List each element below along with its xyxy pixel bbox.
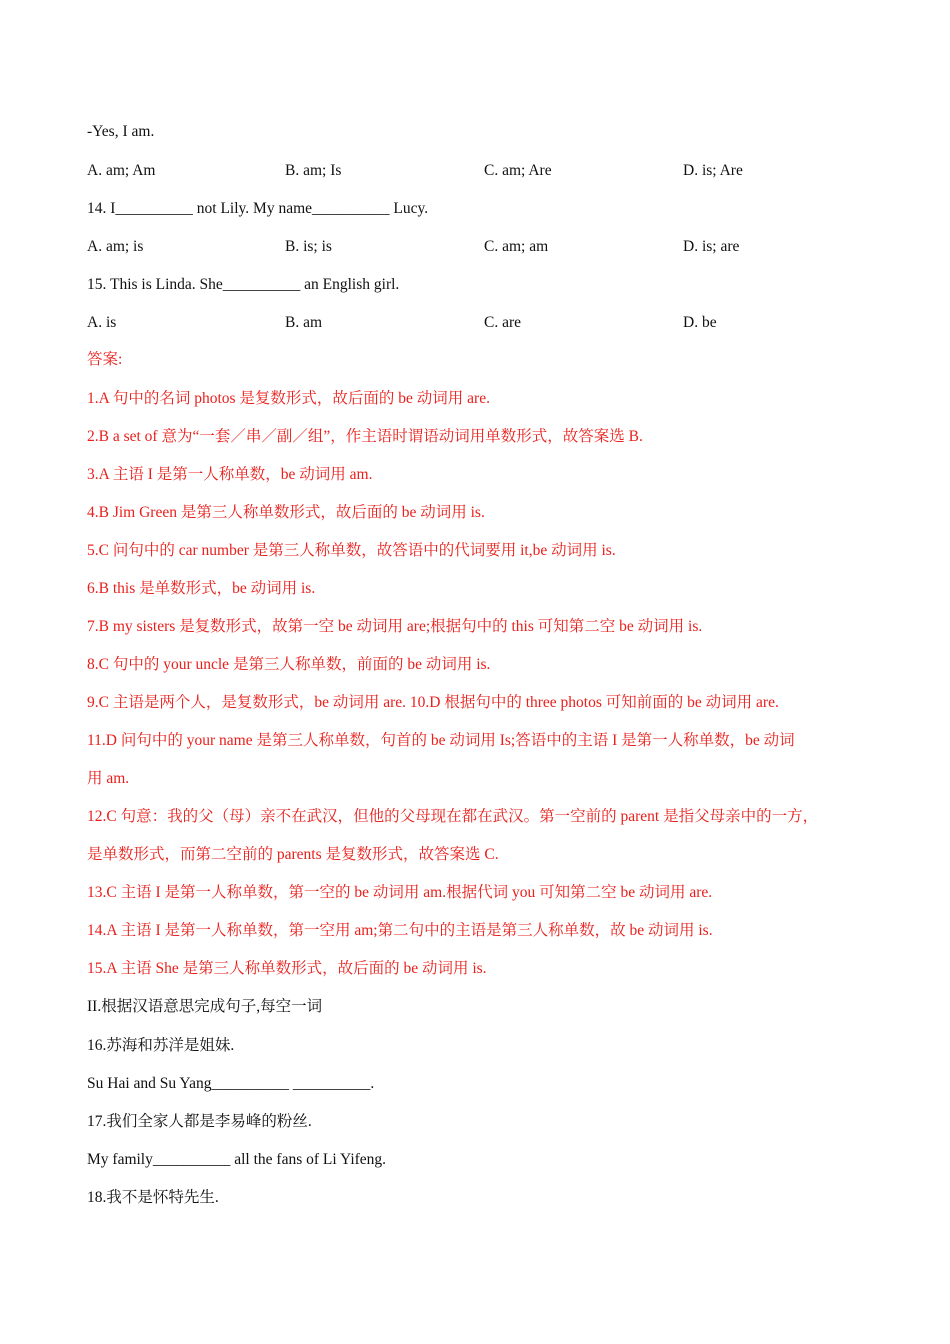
answer-heading: 答案: xyxy=(87,351,123,368)
item-17-english: My family__________ all the fans of Li Yifeng. xyxy=(87,1151,387,1168)
answer-line: 15.A 主语 She 是第三人称单数形式，故后面的 be 动词用 is. xyxy=(87,960,487,977)
option-b: B. is; is xyxy=(285,238,332,255)
answer-line: 3.A 主语 I 是第一人称单数，be 动词用 am. xyxy=(87,466,373,483)
option-c: C. are xyxy=(484,314,522,331)
option-a: A. am; Am xyxy=(87,162,156,179)
answer-line: 2.B a set of 意为“一套／串／副／组”，作主语时谓语动词用单数形式，故答案选 B. xyxy=(87,428,643,445)
answer-line: 1.A 句中的名词 photos 是复数形式，故后面的 be 动词用 are. xyxy=(87,390,490,407)
answer-line: 4.B Jim Green 是第三人称单数形式，故后面的 be 动词用 is. xyxy=(87,504,485,521)
question-14-stem: 14. I__________ not Lily. My name__________ Lucy. xyxy=(87,200,429,217)
answer-line: 7.B my sisters 是复数形式，故第一空 be 动词用 are;根据句中的 this 可知第二空 be 动词用 is. xyxy=(87,618,703,635)
answer-line: 8.C 句中的 your uncle 是第三人称单数，前面的 be 动词用 is. xyxy=(87,656,491,673)
option-d: D. is; Are xyxy=(683,162,743,179)
option-a: A. is xyxy=(87,314,117,331)
question-15-stem: 15. This is Linda. She__________ an English girl. xyxy=(87,276,400,293)
answer-line: 11.D 问句中的 your name 是第三人称单数，句首的 be 动词用 Is;答语中的主语 I 是第一人称单数，be 动词 xyxy=(87,732,795,749)
option-a: A. am; is xyxy=(87,238,144,255)
item-18-chinese: 18.我不是怀特先生. xyxy=(87,1189,219,1206)
answer-line: 14.A 主语 I 是第一人称单数，第一空用 am;第二句中的主语是第三人称单数，故 be 动词用 is. xyxy=(87,922,713,939)
item-16-chinese: 16.苏海和苏洋是姐妹. xyxy=(87,1037,235,1054)
option-b: B. am; Is xyxy=(285,162,342,179)
section-heading: II.根据汉语意思完成句子,每空一词 xyxy=(87,998,323,1015)
answer-line: 5.C 问句中的 car number 是第三人称单数，故答语中的代词要用 it,be 动词用 is. xyxy=(87,542,616,559)
dialogue-line: -Yes, I am. xyxy=(87,123,155,140)
option-c: C. am; am xyxy=(484,238,549,255)
answer-line: 12.C 句意：我的父（母）亲不在武汉，但他的父母现在都在武汉。第一空前的 parent 是指父母亲中的一方， xyxy=(87,808,819,825)
option-d: D. is; are xyxy=(683,238,740,255)
item-16-english: Su Hai and Su Yang__________ __________. xyxy=(87,1075,375,1092)
option-d: D. be xyxy=(683,314,717,331)
answer-line: 9.C 主语是两个人，是复数形式，be 动词用 are. 10.D 根据句中的 three photos 可知前面的 be 动词用 are. xyxy=(87,694,779,711)
answer-line: 是单数形式，而第二空前的 parents 是复数形式，故答案选 C. xyxy=(87,846,499,863)
option-b: B. am xyxy=(285,314,323,331)
answer-line: 用 am. xyxy=(87,770,130,787)
item-17-chinese: 17.我们全家人都是李易峰的粉丝. xyxy=(87,1113,312,1130)
answer-line: 13.C 主语 I 是第一人称单数，第一空的 be 动词用 am.根据代词 you 可知第二空 be 动词用 are. xyxy=(87,884,713,901)
option-c: C. am; Are xyxy=(484,162,552,179)
answer-line: 6.B this 是单数形式，be 动词用 is. xyxy=(87,580,316,597)
